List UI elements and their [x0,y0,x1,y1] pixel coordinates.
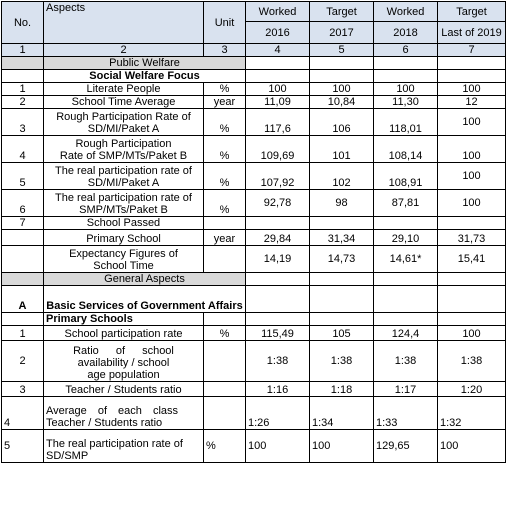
table-row [2,83,506,96]
value-2018: 108,91 [374,163,438,190]
table-row [2,430,506,463]
index-cell: 5 [310,44,374,57]
value-2019: 100 [438,136,506,163]
value-2017: 102 [310,163,374,190]
section-social-welfare-focus: Social Welfare Focus [44,70,246,83]
value-2019: 100 [438,83,506,96]
value-2018: 1:17 [374,382,438,397]
value-2018: 1:33 [374,397,438,430]
value-2016: 1:26 [246,397,310,430]
value-2018: 14,61* [374,246,438,273]
index-cell: 2 [44,44,204,57]
row-no: 6 [2,190,44,217]
header-2019-label: Target [438,2,506,22]
value-2019: 1:38 [438,341,506,382]
table-row [2,136,506,163]
value-2017: 31,34 [310,230,374,246]
value-2018: 87,81 [374,190,438,217]
value-2019: 100 [438,326,506,341]
row-aspect: Ratio of school availability / school age population [44,341,204,382]
row-aspect: Rough Participation Rate of SD/MI/Paket A [44,109,204,136]
row-unit: % [204,136,246,163]
value-2018: 29,10 [374,230,438,246]
row-no: 7 [2,217,44,230]
table-row [2,190,506,217]
value-2018: 11,30 [374,96,438,109]
row-aspect: School participation rate [44,326,204,341]
value-2016: 107,92 [246,163,310,190]
value-2019: 31,73 [438,230,506,246]
value-2019: 15,41 [438,246,506,273]
value-2019: 1:32 [438,397,506,430]
index-cell: 3 [204,44,246,57]
row-no: 4 [2,136,44,163]
value-2016: 109,69 [246,136,310,163]
header-year-2019: Last of 2019 [438,22,506,44]
value-2016: 100 [246,430,310,463]
index-cell: 1 [2,44,44,57]
value-2018: 108,14 [374,136,438,163]
row-no: 3 [2,109,44,136]
table-row [2,246,506,273]
value-2017: 105 [310,326,374,341]
row-unit: % [204,326,246,341]
value-2017: 100 [310,83,374,96]
value-2017: 10,84 [310,96,374,109]
value-2017: 1:38 [310,341,374,382]
value-2016: 117,6 [246,109,310,136]
table-row [2,397,506,430]
row-aspect: The real participation rate of SMP/MTs/Paket B [44,190,204,217]
value-2018: 100 [374,83,438,96]
value-2016: 1:38 [246,341,310,382]
row-unit: % [204,83,246,96]
row-unit: % [204,109,246,136]
table-row [2,163,506,190]
row-no: 1 [2,326,44,341]
value-2017: 1:18 [310,382,374,397]
row-unit: % [204,430,246,463]
value-2018: 118,01 [374,109,438,136]
index-cell: 6 [374,44,438,57]
value-2019: 12 [438,96,506,109]
value-2016: 14,19 [246,246,310,273]
table-row [2,230,506,246]
header-2018-label: Worked [374,2,438,22]
value-2017: 100 [310,430,374,463]
table-row [2,326,506,341]
section-primary-schools: Primary Schools [44,313,204,326]
index-cell: 7 [438,44,506,57]
section-basic-services: Basic Services of Government Affairs [44,286,246,313]
row-no: 4 [2,397,44,430]
table-row [2,96,506,109]
row-aspect: The real participation rate of SD/SMP [44,430,204,463]
value-2018: 129,65 [374,430,438,463]
row-aspect: Rough Participation Rate of SMP/MTs/Paket B [44,136,204,163]
row-aspect: School Passed [44,217,204,230]
row-aspect: Teacher / Students ratio [44,382,204,397]
row-aspect: The real participation rate of SD/MI/Paket A [44,163,204,190]
table-row [2,109,506,136]
row-no: 5 [2,430,44,463]
value-2018: 1:38 [374,341,438,382]
header-2016-label: Worked [246,2,310,22]
row-no: 5 [2,163,44,190]
value-2016: 100 [246,83,310,96]
header-unit: Unit [204,2,246,44]
section-public-welfare: Public Welfare [44,57,246,70]
value-2016: 115,49 [246,326,310,341]
statistics-table [1,1,506,463]
value-2016: 1:16 [246,382,310,397]
table-row [2,341,506,382]
header-year-2018: 2018 [374,22,438,44]
value-2017: 14,73 [310,246,374,273]
row-no: 2 [2,96,44,109]
row-no: 1 [2,83,44,96]
row-aspect: School Time Average [44,96,204,109]
value-2019: 100 [438,163,506,190]
row-no: 3 [2,382,44,397]
header-year-2016: 2016 [246,22,310,44]
section-general-aspects: General Aspects [44,273,246,286]
value-2017: 101 [310,136,374,163]
row-unit: year [204,230,246,246]
value-2019: 100 [438,190,506,217]
value-2017: 1:34 [310,397,374,430]
value-2019: 100 [438,430,506,463]
header-no: No. [2,2,44,44]
value-2016: 92,78 [246,190,310,217]
row-unit: % [204,190,246,217]
value-2019: 1:20 [438,382,506,397]
value-2016: 11,09 [246,96,310,109]
value-2017: 106 [310,109,374,136]
row-aspect: Primary School [44,230,204,246]
header-aspects: Aspects [44,2,204,44]
header-2017-label: Target [310,2,374,22]
value-2018: 124,4 [374,326,438,341]
row-unit: % [204,163,246,190]
table-row [2,382,506,397]
row-aspect: Literate People [44,83,204,96]
section-no: A [2,286,44,313]
row-unit: year [204,96,246,109]
value-2019: 100 [438,109,506,136]
value-2017: 98 [310,190,374,217]
row-no: 2 [2,341,44,382]
index-cell: 4 [246,44,310,57]
header-year-2017: 2017 [310,22,374,44]
row-aspect: Expectancy Figures of School Time [44,246,204,273]
value-2016: 29,84 [246,230,310,246]
row-aspect: Average of each class Teacher / Students ratio [44,397,204,430]
table-row [2,217,506,230]
